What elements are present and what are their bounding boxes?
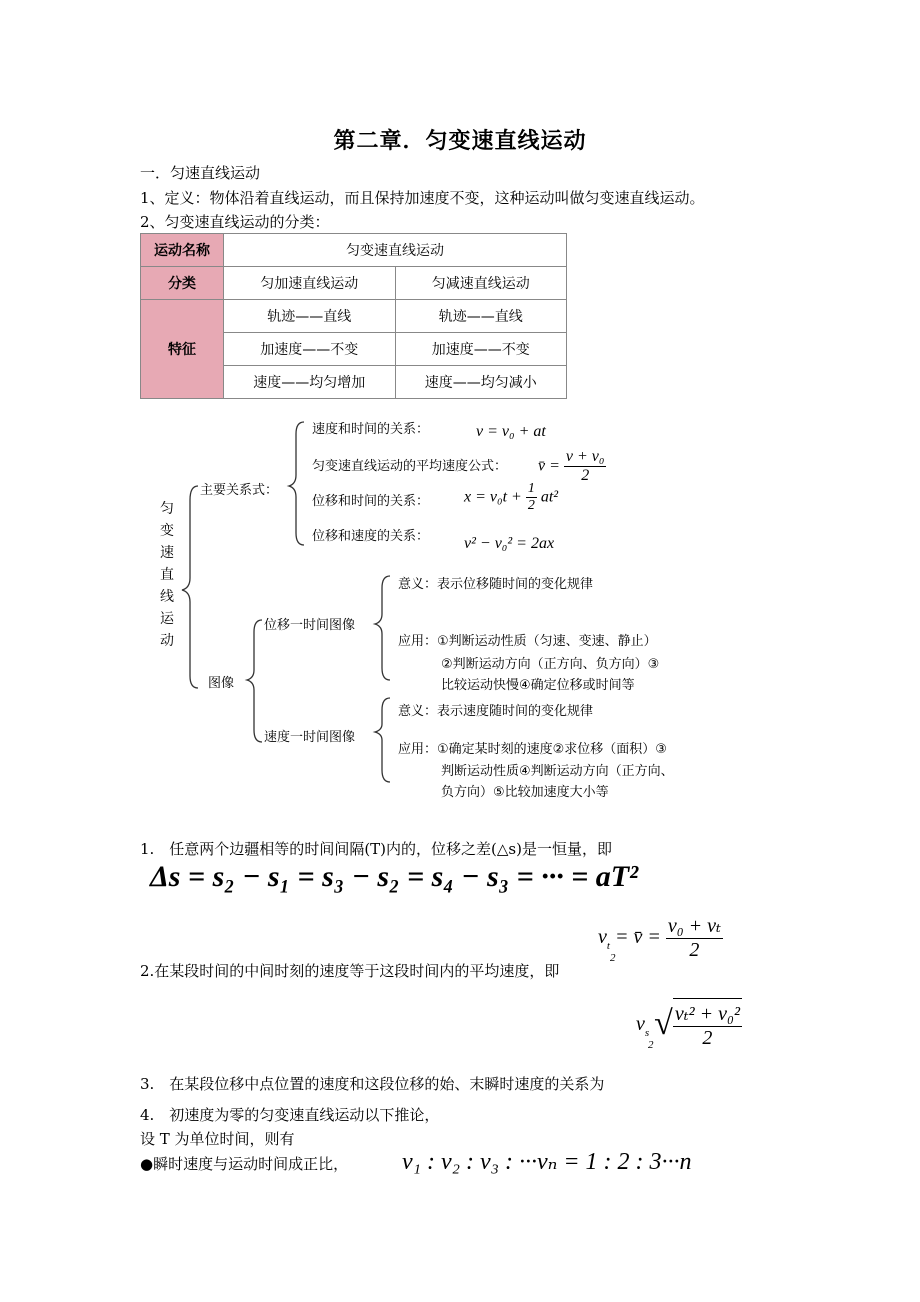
paragraph-6: ●瞬时速度与运动时间成正比，: [140, 1155, 349, 1173]
table-cell: 匀减速直线运动: [395, 267, 567, 300]
formula-denominator: 2: [581, 467, 590, 484]
equation-mid-position-velocity: [636, 998, 742, 1050]
vt-application-1: 应用：①确定某时刻的速度②求位移（面积）③: [398, 742, 667, 757]
table-header-category: 分类: [141, 267, 224, 300]
formula-displacement-velocity: v² − v₀² = 2ax: [464, 535, 555, 552]
paragraph-3: 3. 在某段位移中点位置的速度和这段位移的始、末瞬时速度的关系为: [140, 1075, 605, 1093]
xt-application-2: ②判断运动方向（正方向、负方向）③: [441, 657, 660, 672]
tree-graphs: 图像: [208, 676, 235, 691]
xt-meaning: 意义：表示位移随时间的变化规律: [398, 577, 594, 592]
relation-displacement-velocity: 位移和速度的关系：: [312, 529, 430, 544]
paragraph-4: 4. 初速度为零的匀变速直线运动以下推论，: [140, 1106, 440, 1124]
table-cell: 加速度——不变: [395, 333, 567, 366]
formula-numerator: v + v₀: [565, 448, 605, 465]
formula-subscript: 2: [610, 952, 616, 964]
vt-application-3: 负方向）⑤比较加速度大小等: [441, 785, 609, 800]
paragraph-5: 设 T 为单位时间，则有: [140, 1130, 295, 1148]
classification-text: 2、匀变速直线运动的分类：: [140, 213, 330, 231]
paragraph-1: 1. 任意两个边疆相等的时间间隔(T)内的，位移之差(△s)是一恒量，即: [140, 840, 612, 858]
formula-denominator: 2: [689, 939, 700, 961]
formula-denominator: 2: [527, 498, 535, 513]
section-heading: 一．匀速直线运动: [140, 164, 261, 182]
tree-root-char: 动: [160, 633, 174, 649]
equation-displacement-difference: Δs = s₂ − s₁ = s₃ − s₂ = s₄ − s₃ = ··· = aT²: [150, 860, 639, 893]
formula-velocity-time: v = v₀ + at: [476, 423, 546, 440]
tree-main-relations: 主要关系式：: [200, 483, 279, 498]
formula-lhs: v: [636, 1012, 645, 1035]
table-motion-name: 匀变速直线运动: [224, 234, 567, 267]
equation-velocity-ratio: v₁ : v₂ : v₃ : ···vₙ = 1 : 2 : 3···n: [402, 1149, 692, 1175]
relation-average-velocity: 匀变速直线运动的平均速度公式：: [312, 459, 508, 474]
formula-part: at²: [540, 488, 559, 506]
formula-subscript: s: [644, 1026, 650, 1039]
page-title: 第二章．匀变速直线运动: [333, 129, 587, 154]
formula-numerator: 1: [527, 481, 535, 496]
table-header-feature: 特征: [141, 300, 224, 399]
table-cell: 加速度——不变: [224, 333, 396, 366]
formula-part: = v̄ =: [614, 926, 661, 948]
table-cell: 轨迹——直线: [395, 300, 567, 333]
vt-meaning: 意义：表示速度随时间的变化规律: [398, 704, 594, 719]
tree-root-char: 匀: [160, 501, 174, 517]
tree-root-char: 运: [160, 611, 174, 627]
table-cell: 匀加速直线运动: [224, 267, 396, 300]
formula-subscript: t: [606, 940, 610, 952]
xt-application-1: 应用：①判断运动性质（匀速、变速、静止）: [398, 634, 657, 649]
formula-denominator: 2: [702, 1027, 713, 1049]
table-cell: 速度——均匀减小: [395, 366, 567, 399]
formula-subscript: 2: [648, 1038, 654, 1051]
table-header-name: 运动名称: [141, 234, 224, 267]
tree-xt-graph: 位移一时间图像: [264, 618, 356, 633]
formula-lhs: v: [598, 926, 607, 948]
relation-displacement-time: 位移和时间的关系：: [312, 494, 430, 509]
equation-mid-time-velocity: [598, 913, 723, 962]
tree-root-char: 变: [160, 523, 174, 539]
formula-part: x = v₀t +: [464, 488, 522, 506]
tree-root-char: 线: [160, 589, 174, 605]
sqrt-icon: √: [654, 1005, 673, 1042]
formula-average-velocity: [538, 448, 606, 485]
vt-application-2: 判断运动性质④判断运动方向（正方向、: [441, 764, 674, 779]
formula-numerator: v₀ + vₜ: [667, 915, 721, 937]
formula-lhs: v̄ =: [538, 457, 560, 475]
table-cell: 速度——均匀增加: [224, 366, 396, 399]
xt-application-3: 比较运动快慢④确定位移或时间等: [441, 678, 635, 693]
formula-displacement-time: [464, 481, 558, 514]
paragraph-2: 2.在某段时间的中间时刻的速度等于这段时间内的平均速度，即: [140, 962, 560, 980]
tree-vt-graph: 速度一时间图像: [264, 730, 356, 745]
tree-root-char: 直: [160, 567, 174, 583]
relation-velocity-time: 速度和时间的关系：: [312, 422, 430, 437]
tree-root: [160, 498, 174, 652]
formula-numerator: vₜ² + v₀²: [674, 1003, 740, 1025]
definition-text: 1、定义：物体沿着直线运动，而且保持加速度不变，这种运动叫做匀变速直线运动。: [140, 189, 705, 207]
table-cell: 轨迹——直线: [224, 300, 396, 333]
tree-root-char: 速: [160, 545, 174, 561]
